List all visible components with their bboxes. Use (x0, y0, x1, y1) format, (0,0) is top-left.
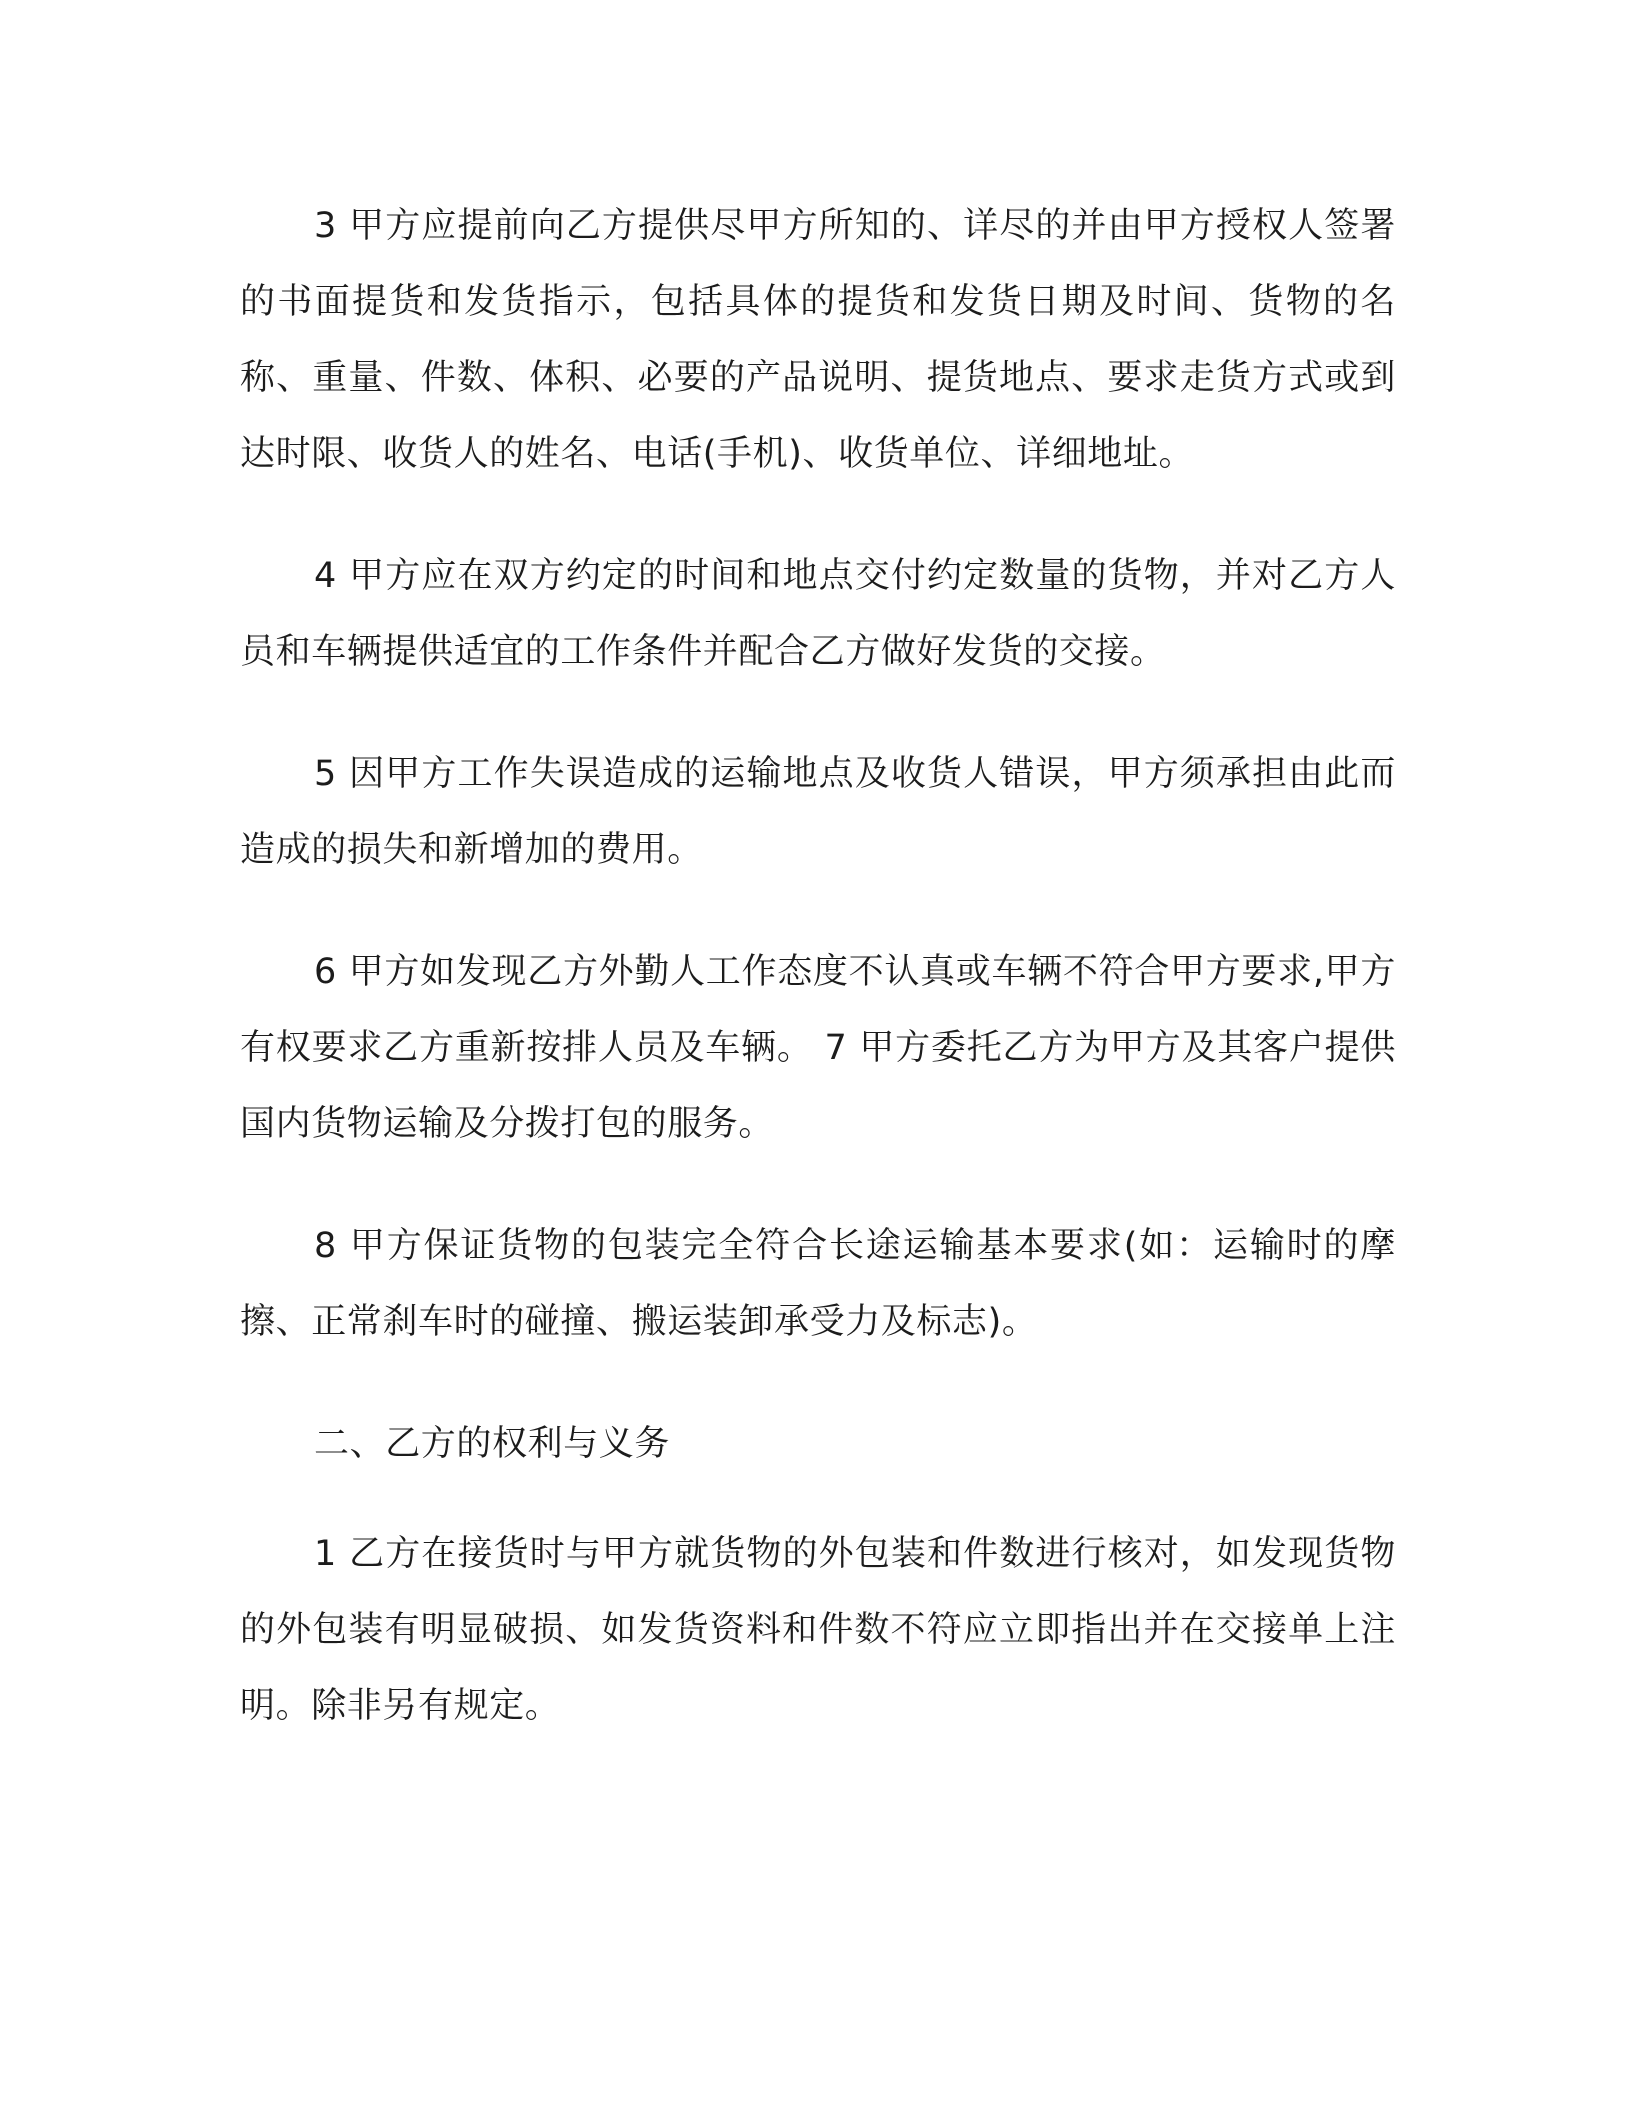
clause-6-7-paragraph: 6 甲方如发现乙方外勤人工作态度不认真或车辆不符合甲方要求,甲方有权要求乙方重新按排人员及车辆。 7 甲方委托乙方为甲方及其客户提供国内货物运输及分拨打包的服务。 (240, 952, 1396, 1144)
clause-5-paragraph: 5 因甲方工作失误造成的运输地点及收货人错误，甲方须承担由此而造成的损失和新增加的费用。 (240, 754, 1396, 870)
party-b-clause-1-paragraph: 1 乙方在接货时与甲方就货物的外包装和件数进行核对，如发现货物的外包装有明显破损、如发货资料和件数不符应立即指出并在交接单上注明。除非另有规定。 (240, 1534, 1396, 1726)
clause-3-paragraph: 3 甲方应提前向乙方提供尽甲方所知的、详尽的并由甲方授权人签署的书面提货和发货指示，包括具体的提货和发货日期及时间、货物的名称、重量、件数、体积、必要的产品说明、提货地点、要求走货方式或到达时限、收货人的姓名、电话(手机)、收货单位、详细地址。 (240, 206, 1396, 474)
clause-4-paragraph: 4 甲方应在双方约定的时间和地点交付约定数量的货物，并对乙方人员和车辆提供适宜的工作条件并配合乙方做好发货的交接。 (240, 556, 1396, 672)
clause-8-paragraph: 8 甲方保证货物的包装完全符合长途运输基本要求(如：运输时的摩擦、正常刹车时的碰撞、搬运装卸承受力及标志)。 (240, 1226, 1396, 1342)
section-heading: 二、乙方的权利与义务 (314, 1424, 671, 1464)
